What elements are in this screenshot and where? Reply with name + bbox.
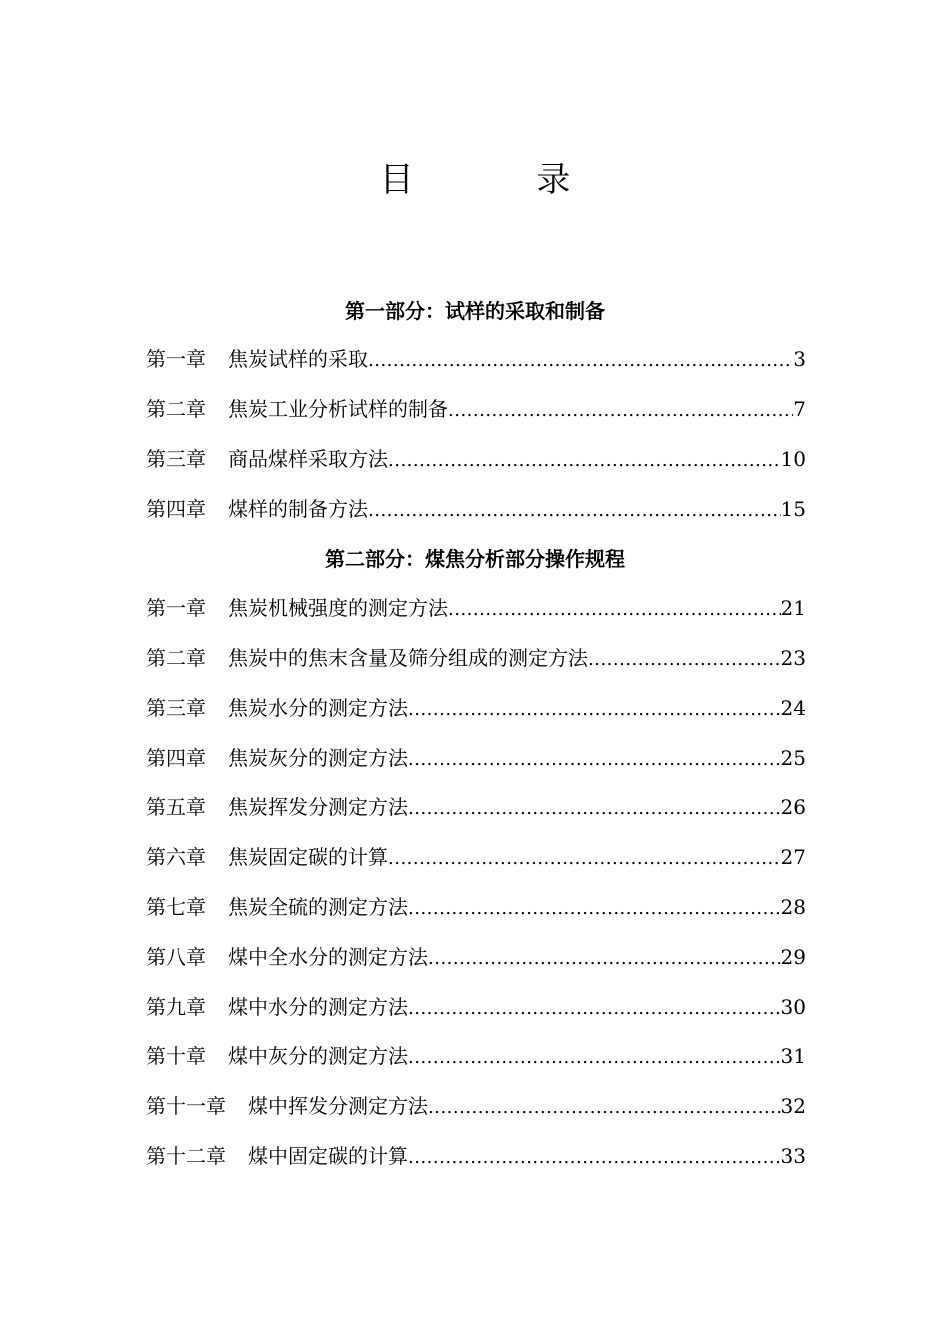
page-number: 15 bbox=[780, 497, 806, 521]
toc-entry[interactable] bbox=[146, 594, 806, 622]
chapter-title: 煤中全水分的测定方法 bbox=[228, 945, 428, 969]
page-number: 23 bbox=[780, 646, 806, 670]
chapter-number: 第三章 bbox=[146, 447, 206, 471]
toc-entry[interactable] bbox=[146, 843, 806, 871]
toc-entry[interactable] bbox=[146, 793, 806, 821]
chapter-number: 第十一章 bbox=[146, 1094, 226, 1118]
toc-entry[interactable] bbox=[146, 694, 806, 722]
page-number: 27 bbox=[780, 845, 806, 869]
chapter-number: 第一章 bbox=[146, 347, 206, 371]
chapter-title: 煤中挥发分测定方法 bbox=[248, 1094, 428, 1118]
toc-entry[interactable] bbox=[146, 445, 806, 473]
chapter-title: 煤中灰分的测定方法 bbox=[228, 1044, 408, 1068]
toc-entry[interactable] bbox=[146, 943, 806, 971]
dot-leader bbox=[388, 447, 781, 475]
page-number: 3 bbox=[793, 347, 806, 371]
toc-entry[interactable] bbox=[146, 395, 806, 423]
page-number: 29 bbox=[780, 945, 806, 969]
chapter-title: 焦炭全硫的测定方法 bbox=[228, 895, 408, 919]
section-heading-part-1: 第一部分：试样的采取和制备 bbox=[345, 299, 605, 323]
toc-entry[interactable] bbox=[146, 744, 806, 772]
page-number: 32 bbox=[780, 1094, 806, 1118]
chapter-number: 第四章 bbox=[146, 746, 206, 770]
page-number: 21 bbox=[780, 596, 806, 620]
chapter-title: 焦炭机械强度的测定方法 bbox=[228, 596, 448, 620]
chapter-title: 焦炭工业分析试样的制备 bbox=[228, 397, 448, 421]
page-number: 7 bbox=[793, 397, 806, 421]
chapter-title: 焦炭挥发分测定方法 bbox=[228, 795, 408, 819]
page-number: 33 bbox=[780, 1144, 806, 1168]
chapter-number: 第四章 bbox=[146, 497, 206, 521]
chapter-number: 第八章 bbox=[146, 945, 206, 969]
chapter-title: 焦炭中的焦末含量及筛分组成的测定方法 bbox=[228, 646, 588, 670]
chapter-number: 第二章 bbox=[146, 646, 206, 670]
dot-leader bbox=[368, 347, 793, 375]
dot-leader bbox=[428, 945, 781, 973]
page-number: 26 bbox=[780, 795, 806, 819]
toc-entry[interactable] bbox=[146, 644, 806, 672]
chapter-title: 焦炭固定碳的计算 bbox=[228, 845, 388, 869]
chapter-number: 第九章 bbox=[146, 995, 206, 1019]
page-number: 25 bbox=[780, 746, 806, 770]
chapter-number: 第十二章 bbox=[146, 1144, 226, 1168]
page-title: 目 录 bbox=[379, 160, 627, 200]
dot-leader bbox=[408, 1144, 781, 1172]
toc-entry[interactable] bbox=[146, 495, 806, 523]
toc-entry[interactable] bbox=[146, 345, 806, 373]
dot-leader bbox=[448, 397, 793, 425]
dot-leader bbox=[368, 497, 781, 525]
dot-leader bbox=[408, 1044, 781, 1072]
chapter-title: 煤中水分的测定方法 bbox=[228, 995, 408, 1019]
page-number: 10 bbox=[780, 447, 806, 471]
toc-entry[interactable] bbox=[146, 993, 806, 1021]
dot-leader bbox=[408, 895, 781, 923]
chapter-number: 第三章 bbox=[146, 696, 206, 720]
chapter-number: 第二章 bbox=[146, 397, 206, 421]
dot-leader bbox=[408, 696, 781, 724]
section-heading-part-2: 第二部分：煤焦分析部分操作规程 bbox=[325, 547, 625, 571]
page-number: 30 bbox=[780, 995, 806, 1019]
dot-leader bbox=[408, 995, 781, 1023]
chapter-number: 第一章 bbox=[146, 596, 206, 620]
dot-leader bbox=[388, 845, 781, 873]
chapter-number: 第十章 bbox=[146, 1044, 206, 1068]
chapter-number: 第六章 bbox=[146, 845, 206, 869]
toc-entry[interactable] bbox=[146, 1042, 806, 1070]
chapter-title: 煤中固定碳的计算 bbox=[248, 1144, 408, 1168]
page-number: 28 bbox=[780, 895, 806, 919]
chapter-number: 第五章 bbox=[146, 795, 206, 819]
chapter-title: 焦炭试样的采取 bbox=[228, 347, 368, 371]
toc-entry[interactable] bbox=[146, 893, 806, 921]
dot-leader bbox=[408, 746, 781, 774]
dot-leader bbox=[408, 795, 781, 823]
dot-leader bbox=[448, 596, 781, 624]
toc-entry[interactable] bbox=[146, 1142, 806, 1170]
chapter-title: 煤样的制备方法 bbox=[228, 497, 368, 521]
toc-entry[interactable] bbox=[146, 1092, 806, 1120]
page-number: 31 bbox=[780, 1044, 806, 1068]
dot-leader bbox=[588, 646, 781, 674]
dot-leader bbox=[428, 1094, 781, 1122]
chapter-title: 焦炭灰分的测定方法 bbox=[228, 746, 408, 770]
page-number: 24 bbox=[780, 696, 806, 720]
chapter-title: 焦炭水分的测定方法 bbox=[228, 696, 408, 720]
chapter-number: 第七章 bbox=[146, 895, 206, 919]
chapter-title: 商品煤样采取方法 bbox=[228, 447, 388, 471]
